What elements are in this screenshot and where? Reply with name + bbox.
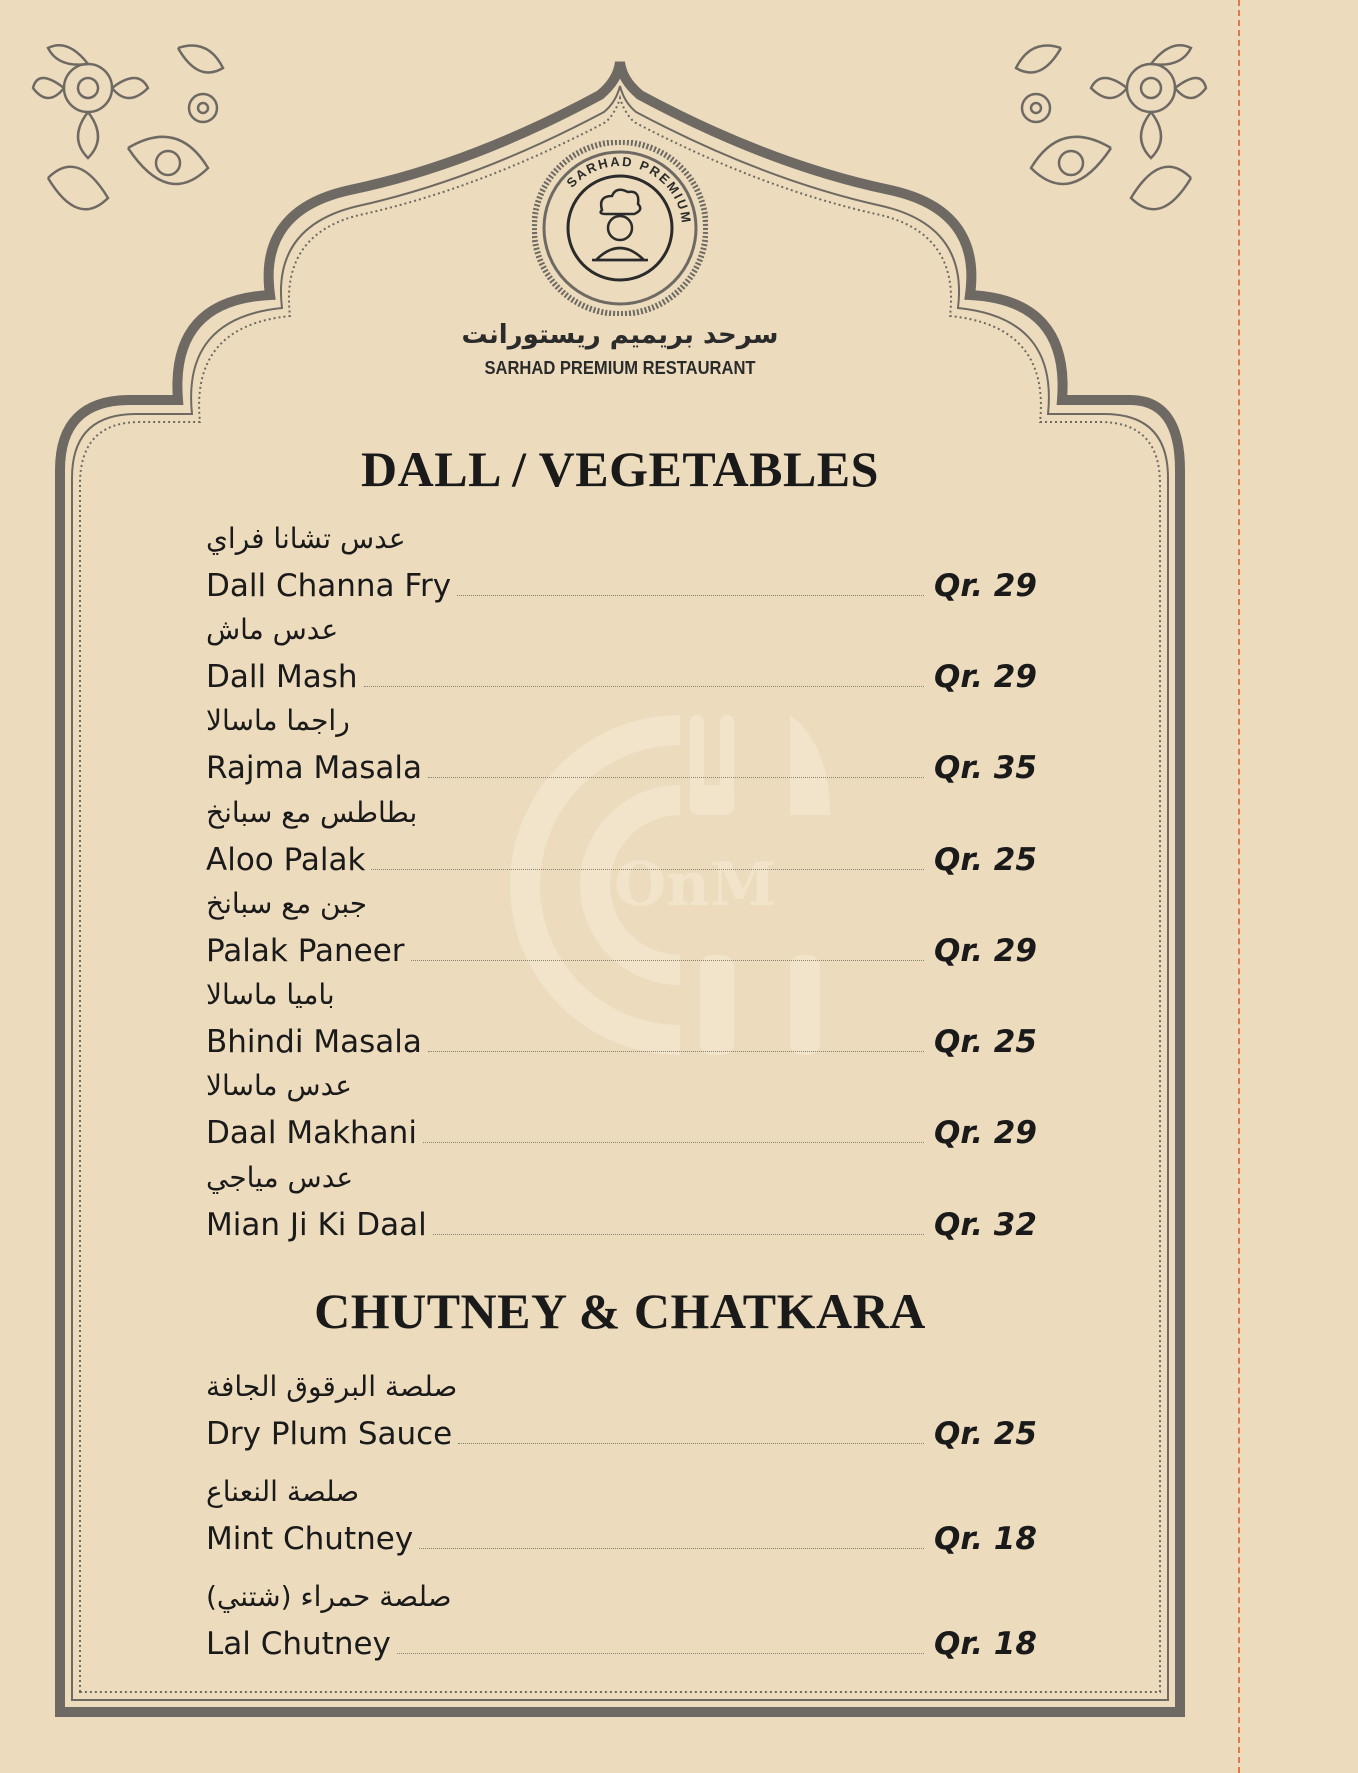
section-title-chutney-chatkara: CHUTNEY & CHATKARA <box>314 1283 926 1339</box>
menu-item-name: Lal Chutney <box>206 1626 391 1662</box>
menu-item-price: Qr. 29 <box>934 1115 1037 1151</box>
menu-item-price: Qr. 29 <box>934 933 1037 969</box>
menu-item-name: Dall Mash <box>206 659 358 695</box>
section-title-dall-vegetables: DALL / VEGETABLES <box>361 441 879 497</box>
restaurant-name-english: SARHAD PREMIUM RESTAURANT <box>484 358 756 378</box>
menu-item <box>206 522 1037 610</box>
dotted-leader <box>433 1234 924 1235</box>
menu-item <box>206 1161 1037 1249</box>
menu-item-price: Qr. 35 <box>934 750 1037 786</box>
dotted-leader <box>411 960 924 961</box>
dotted-leader <box>428 777 924 778</box>
svg-text:SARHAD PREMIUM: SARHAD PREMIUM <box>563 153 695 226</box>
menu-item-arabic-name: صلصة البرقوق الجافة <box>206 1370 458 1403</box>
menu-item-price: Qr. 25 <box>934 1024 1037 1060</box>
menu-item <box>206 1580 1037 1668</box>
menu-item <box>206 704 1037 792</box>
menu-item-price: Qr. 29 <box>934 568 1037 604</box>
menu-item <box>206 796 1037 884</box>
menu-item-arabic-name: عدس ماسالا <box>206 1069 352 1102</box>
menu-item-name: Bhindi Masala <box>206 1024 422 1060</box>
menu-item-arabic-name: باميا ماسالا <box>206 978 335 1011</box>
menu-item-arabic-name: عدس تشانا فراي <box>206 522 406 555</box>
menu-item-arabic-name: صلصة النعناع <box>206 1475 360 1508</box>
menu-item-arabic-name: عدس ماش <box>206 613 339 646</box>
menu-item <box>206 887 1037 975</box>
menu-item-name: Dall Channa Fry <box>206 568 452 604</box>
menu-item-price: Qr. 29 <box>934 659 1037 695</box>
menu-item-price: Qr. 25 <box>934 1416 1037 1452</box>
floral-ornament-right <box>1006 28 1211 236</box>
menu-item-name: Rajma Masala <box>206 750 423 786</box>
menu-item-name: Mint Chutney <box>206 1521 414 1557</box>
restaurant-logo-seal <box>532 140 708 316</box>
menu-item-price: Qr. 25 <box>934 842 1037 878</box>
dotted-leader <box>428 1051 924 1052</box>
menu-item <box>206 613 1037 701</box>
dotted-leader <box>458 1443 924 1444</box>
menu-item-price: Qr. 18 <box>934 1521 1037 1557</box>
dotted-leader <box>371 869 924 870</box>
menu-item-arabic-name: جبن مع سبانخ <box>206 887 368 920</box>
menu-item-name: Daal Makhani <box>206 1115 417 1151</box>
svg-text:OnM: OnM <box>614 850 777 920</box>
restaurant-name-arabic: سرحد بريميم ريستورانت <box>461 320 779 350</box>
dotted-leader <box>423 1142 924 1143</box>
menu-item <box>206 978 1037 1066</box>
menu-item <box>206 1069 1037 1157</box>
menu-item <box>206 1370 1037 1458</box>
menu-item-arabic-name: عدس مياجي <box>206 1161 354 1194</box>
menu-item-name: Palak Paneer <box>206 933 405 969</box>
menu-item-arabic-name: راجما ماسالا <box>206 704 350 737</box>
menu-item-arabic-name: صلصة حمراء (شتني) <box>206 1580 452 1613</box>
menu-item <box>206 1475 1037 1563</box>
floral-ornament-left <box>28 28 233 236</box>
dotted-leader <box>419 1548 924 1549</box>
menu-item-name: Mian Ji Ki Daal <box>206 1207 427 1243</box>
menu-item-name: Dry Plum Sauce <box>206 1416 453 1452</box>
dotted-leader <box>457 595 924 596</box>
dotted-leader <box>397 1653 924 1654</box>
menu-item-arabic-name: بطاطس مع سبانخ <box>206 796 418 829</box>
menu-item-price: Qr. 32 <box>934 1207 1037 1243</box>
menu-item-name: Aloo Palak <box>206 842 366 878</box>
menu-item-price: Qr. 18 <box>934 1626 1037 1662</box>
dotted-leader <box>364 686 925 687</box>
